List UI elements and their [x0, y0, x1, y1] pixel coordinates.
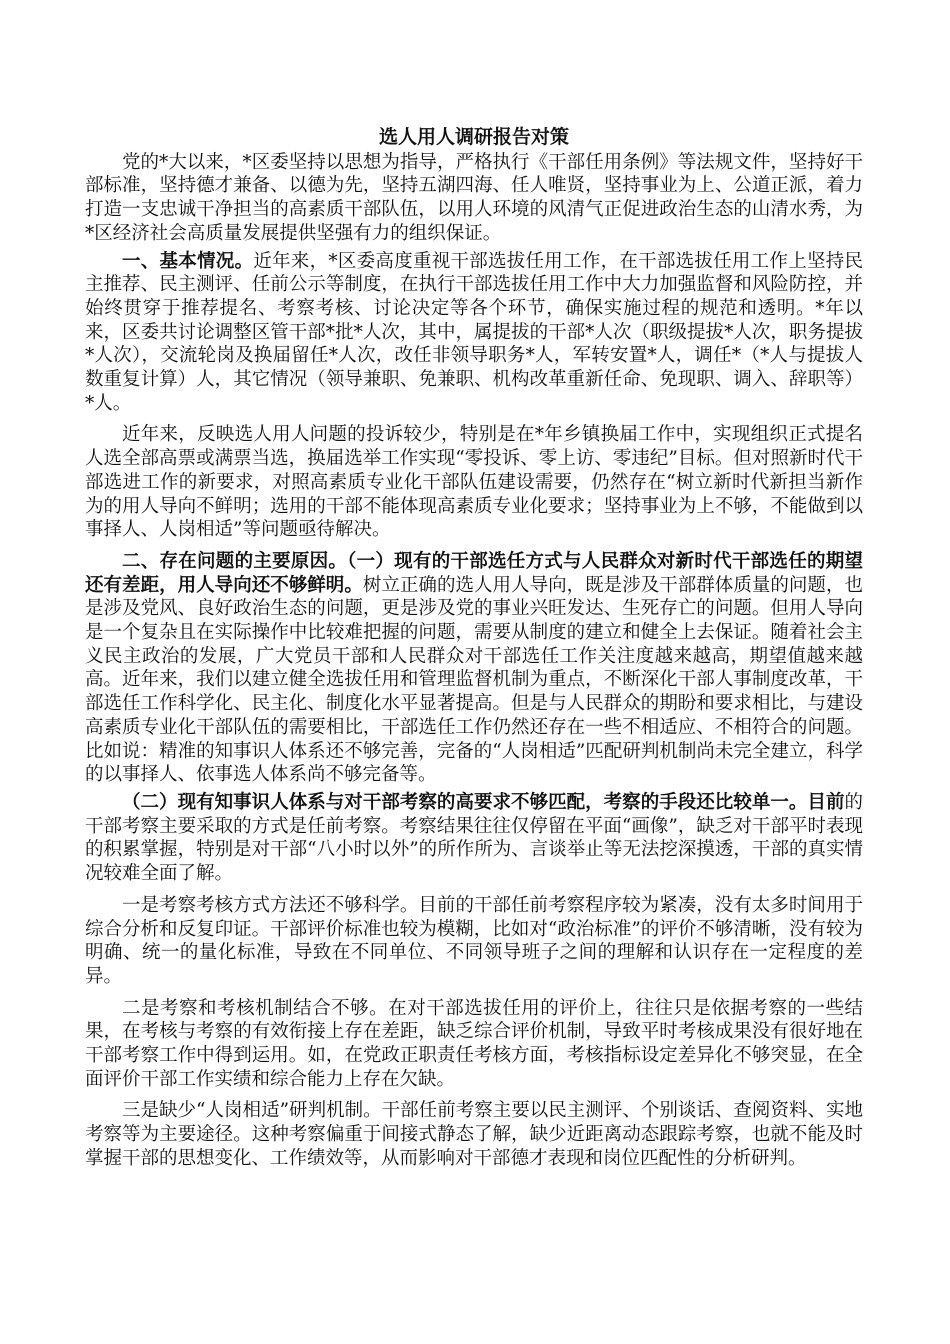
paragraph-complaints: 近年来，反映选人用人问题的投诉较少，特别是在*年乡镇换届工作中，实现组织正式提名人选全部高票或满票当选，换届选举工作实现“零投诉、零上访、零违纪”目标。但对照新时代干部选进工作的新要求，对照高素质专业化干部队伍建设需要，仍然存在“树立新时代新担当新作为的用人导向不鲜明；选用的干部不能体现高素质专业化要求；坚持事业为上不够，不能做到以事择人、人岗相适”等问题亟待解决。: [85, 424, 863, 541]
paragraph-intro: 党的*大以来，*区委坚持以思想为指导，严格执行《干部任用条例》等法规文件，坚持好干部标准，坚持德才兼备、以德为先，坚持五湖四海、任人唯贤，坚持事业为上、公道正派，着力打造一支忠诚干净担当的高素质干部队伍，以用人环境的风清气正促进政治生态的山清水秀，为*区经济社会高质量发展提供坚强有力的组织保证。: [85, 151, 863, 244]
paragraph-point-one: 一是考察考核方式方法还不够科学。目前的干部任前考察程序较为紧凑，没有太多时间用于综合分析和反复印证。干部评价标准也较为模糊，比如对“政治标准”的评价不够清晰，没有较为明确、统一的量化标准，导致在不同单位、不同领导班子之间的理解和认识存在一定程度的差异。: [85, 894, 863, 987]
paragraph-point-two: 二是考察和考核机制结合不够。在对干部选拔任用的评价上，往往只是依据考察的一些结果，在考核与考察的有效衔接上存在差距，缺乏综合评价机制，导致平时考核成果没有很好地在干部考察工作中得到运用。如，在党政正职责任考核方面，考核指标设定差异化不够突显，在全面评价干部工作实绩和综合能力上存在欠缺。: [85, 997, 863, 1090]
paragraph-inspection-body: 的干部考察主要采取的方式是任前考察。考察结果往往仅停留在平面“画像”，缺乏对干部平时表现的积累掌握，特别是对干部“八小时以外”的所作所为、言谈举止等无法挖深摸透，干部的真实情况较难全面了解。: [85, 791, 863, 885]
paragraph-basic-situation-body: 近年来，*区委高度重视干部选拔任用工作，在干部选拔任用工作上坚持民主推荐、民主测评、任前公示等制度，在执行干部选拔任用工作中大力加强监督和风险防控，并始终贯穿于推荐提名、考察考核、讨论决定等各个环节，确保实施过程的规范和透明。*年以来，区委共讨论调整区管干部*批*人次，其中，属提拔的干部*人次（职级提拔*人次，职务提拔*人次），交流轮岗及换届留任*人次，改任非领导职务*人，军转安置*人，调任*（*人与提拔人数重复计算）人，其它情况（领导兼职、免兼职、机构改革重新任命、免现职、调入、辞职等）*人。: [85, 250, 863, 414]
document-title: 选人用人调研报告对策: [378, 126, 569, 148]
paragraph-basic-situation: [85, 250, 863, 416]
section-heading-causes: 二、存在问题的主要原因。（一）现有的干部选任方式与人民群众对新时代干部选任的期望还有差距，用人导向还不够鲜明。: [85, 550, 863, 596]
paragraph-point-three: 三是缺少“人岗相适”研判机制。干部任前考察主要以民主测评、个别谈话、查阅资料、实地考察等为主要途径。这种考察偏重于间接式静态了解，缺少近距离动态跟踪考察，也就不能及时掌握干部的思想变化、工作绩效等，从而影响对干部德才表现和岗位匹配性的分析研判。: [85, 1100, 863, 1169]
document-page: [85, 126, 863, 1171]
paragraph-causes-body: 树立正确的选人用人导向，既是涉及干部群体质量的问题，也是涉及党风、良好政治生态的问题，更是涉及党的事业兴旺发达、生死存亡的问题。但用人导向是一个复杂且在实际操作中比较难把握的问题，需要从制度的建立和健全上去保证。随着社会主义民主政治的发展，广大党员干部和人民群众对干部选任工作关注度越来越高，期望值越来越高。近年来，我们以建立健全选拔任用和管理监督机制为重点，不断深化干部人事制度改革，干部选任工作科学化、民主化、制度化水平显著提高。但是与人民群众的期盼和要求相比，与建设高素质专业化干部队伍的需要相比，干部选任工作仍然还存在一些不相适应、不相符合的问题。比如说：精准的知事识人体系还不够完善，完备的“人岗相适”匹配研判机制尚未完全建立，科学的以事择人、依事选人体系尚不够完备等。: [85, 574, 863, 786]
section-heading-inspection: （二）现有知事识人体系与对干部考察的高要求不够匹配，考察的手段还比较单一。目前: [122, 791, 845, 813]
paragraph-causes: [85, 550, 863, 787]
section-heading-basic-situation: 一、基本情况。: [122, 250, 254, 272]
paragraph-inspection: [85, 791, 863, 886]
